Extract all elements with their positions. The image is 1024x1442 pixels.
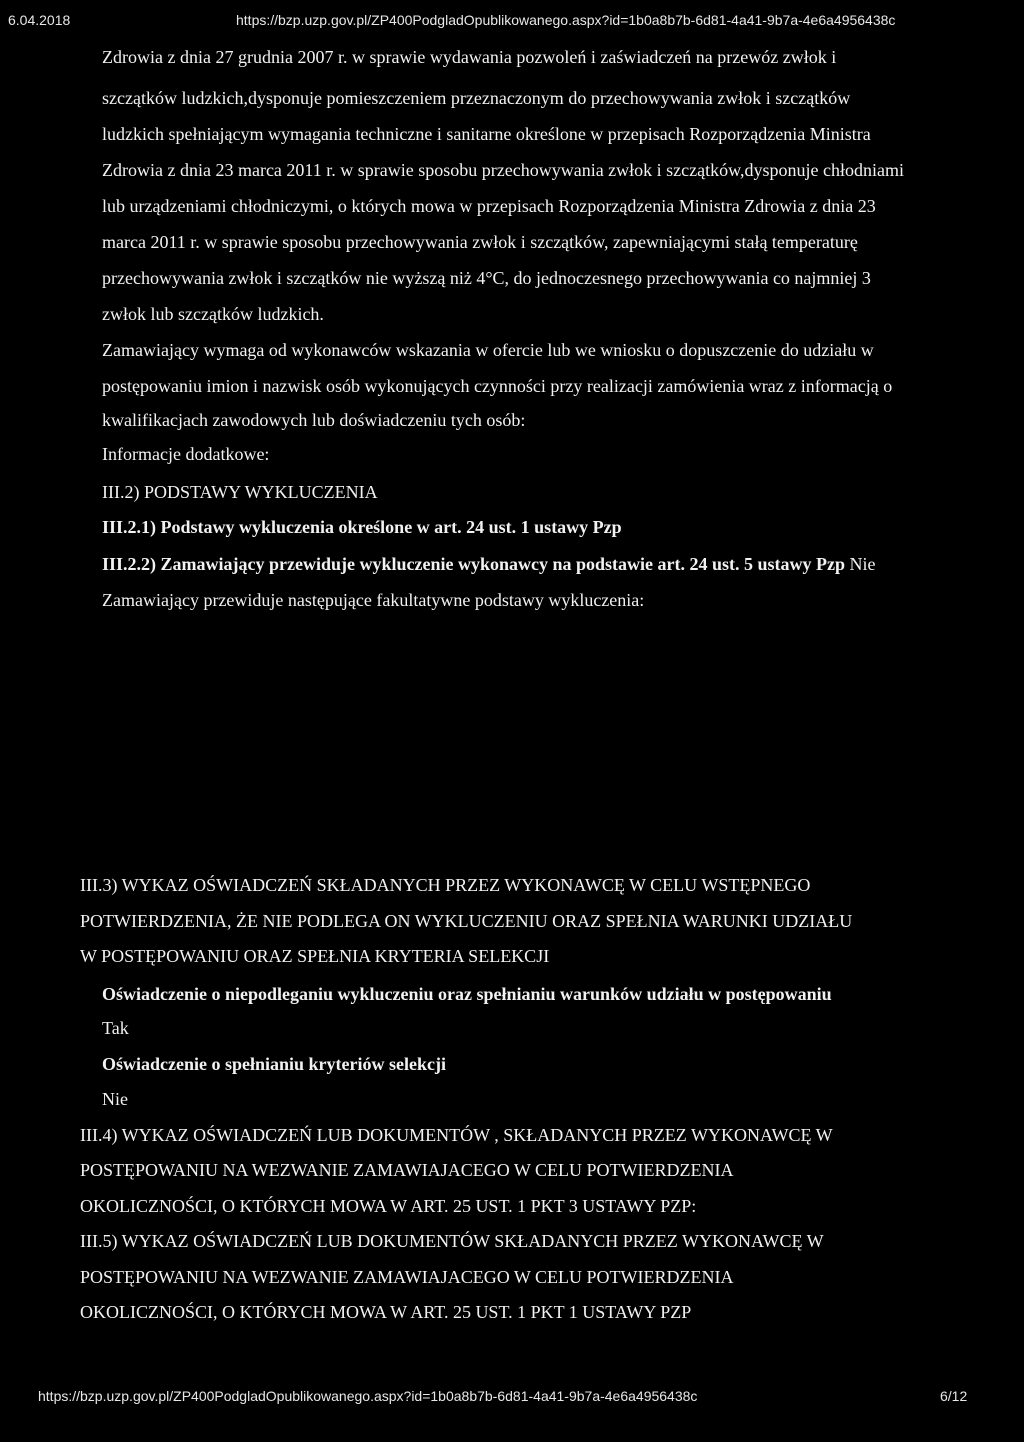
section-III2-2 bbox=[102, 553, 876, 575]
optional-exclusion-grounds: Zamawiający przewiduje następujące fakultatywne podstawy wykluczenia: bbox=[102, 590, 645, 610]
footer-url: https://bzp.uzp.gov.pl/ZP400PodgladOpublikowanego.aspx?id=1b0a8b7b-6d81-4a41-9b7a-4e6a4956438c bbox=[38, 1388, 698, 1404]
section-III4-title-line: III.4) WYKAZ OŚWIADCZEŃ LUB DOKUMENTÓW , SKŁADANYCH PRZEZ WYKONAWCĘ W bbox=[80, 1125, 833, 1145]
section-III3-title-line: POTWIERDZENIA, ŻE NIE PODLEGA ON WYKLUCZENIU ORAZ SPEŁNIA WARUNKI UDZIAŁU bbox=[80, 911, 853, 931]
paragraph-1-line: Zdrowia z dnia 27 grudnia 2007 r. w sprawie wydawania pozwoleń i zaświadczeń na przewóz zwłok i bbox=[102, 47, 837, 67]
paragraph-1-line: marca 2011 r. w sprawie sposobu przechowywania zwłok i szczątków, zapewniającymi stałą temperaturę bbox=[102, 232, 858, 252]
header-url: https://bzp.uzp.gov.pl/ZP400PodgladOpublikowanego.aspx?id=1b0a8b7b-6d81-4a41-9b7a-4e6a4956438c bbox=[236, 12, 896, 28]
section-III2-2-label: III.2.2) Zamawiający przewiduje wykluczenie wykonawcy na podstawie art. 24 ust. 5 ustawy Pzp bbox=[102, 554, 845, 574]
paragraph-2-line: postępowaniu imion i nazwisk osób wykonujących czynności przy realizacji zamówienia wraz z informacją o bbox=[102, 376, 893, 396]
section-III2-2-value: Nie bbox=[849, 554, 876, 574]
section-III2-title: III.2) PODSTAWY WYKLUCZENIA bbox=[102, 482, 378, 502]
section-III4-title-line: OKOLICZNOŚCI, O KTÓRYCH MOWA W ART. 25 UST. 1 PKT 3 USTAWY PZP: bbox=[80, 1196, 697, 1216]
statement-1-label: Oświadczenie o niepodleganiu wykluczeniu oraz spełnianiu warunków udziału w postępowaniu bbox=[102, 984, 832, 1004]
statement-2-value: Nie bbox=[102, 1089, 128, 1109]
paragraph-1-line: szczątków ludzkich,dysponuje pomieszczeniem przeznaczonym do przechowywania zwłok i szczątków bbox=[102, 88, 851, 108]
print-date: 6.04.2018 bbox=[8, 12, 71, 28]
section-III5-title-line: POSTĘPOWANIU NA WEZWANIE ZAMAWIAJACEGO W CELU POTWIERDZENIA bbox=[80, 1267, 734, 1287]
section-III5-title-line: III.5) WYKAZ OŚWIADCZEŃ LUB DOKUMENTÓW SKŁADANYCH PRZEZ WYKONAWCĘ W bbox=[80, 1231, 824, 1251]
additional-info-label: Informacje dodatkowe: bbox=[102, 444, 270, 464]
paragraph-1-line: przechowywania zwłok i szczątków nie wyższą niż 4°C, do jednoczesnego przechowywania co najmniej 3 bbox=[102, 268, 871, 288]
paragraph-2-line: Zamawiający wymaga od wykonawców wskazania w ofercie lub we wniosku o dopuszczenie do udziału w bbox=[102, 340, 874, 360]
paragraph-1-line: zwłok lub szczątków ludzkich. bbox=[102, 304, 324, 324]
paragraph-1-line: lub urządzeniami chłodniczymi, o których mowa w przepisach Rozporządzenia Ministra Zdrowia z dnia 23 bbox=[102, 196, 876, 216]
section-III5-title-line: OKOLICZNOŚCI, O KTÓRYCH MOWA W ART. 25 UST. 1 PKT 1 USTAWY PZP bbox=[80, 1302, 692, 1322]
paragraph-2-line: kwalifikacjach zawodowych lub doświadczeniu tych osób: bbox=[102, 410, 526, 430]
section-III3-title-line: W POSTĘPOWANIU ORAZ SPEŁNIA KRYTERIA SELEKCJI bbox=[80, 946, 550, 966]
paragraph-1-line: ludzkich spełniającym wymagania techniczne i sanitarne określone w przepisach Rozporządzenia Ministra bbox=[102, 124, 871, 144]
statement-2-label: Oświadczenie o spełnianiu kryteriów selekcji bbox=[102, 1054, 446, 1074]
paragraph-1-line: Zdrowia z dnia 23 marca 2011 r. w sprawie sposobu przechowywania zwłok i szczątków,dysponuje chłodniami bbox=[102, 160, 904, 180]
statement-1-value: Tak bbox=[102, 1018, 129, 1038]
section-III3-title-line: III.3) WYKAZ OŚWIADCZEŃ SKŁADANYCH PRZEZ WYKONAWCĘ W CELU WSTĘPNEGO bbox=[80, 875, 811, 895]
page-number: 6/12 bbox=[940, 1388, 968, 1404]
section-III2-1: III.2.1) Podstawy wykluczenia określone w art. 24 ust. 1 ustawy Pzp bbox=[102, 517, 622, 537]
section-III4-title-line: POSTĘPOWANIU NA WEZWANIE ZAMAWIAJACEGO W CELU POTWIERDZENIA bbox=[80, 1160, 734, 1180]
